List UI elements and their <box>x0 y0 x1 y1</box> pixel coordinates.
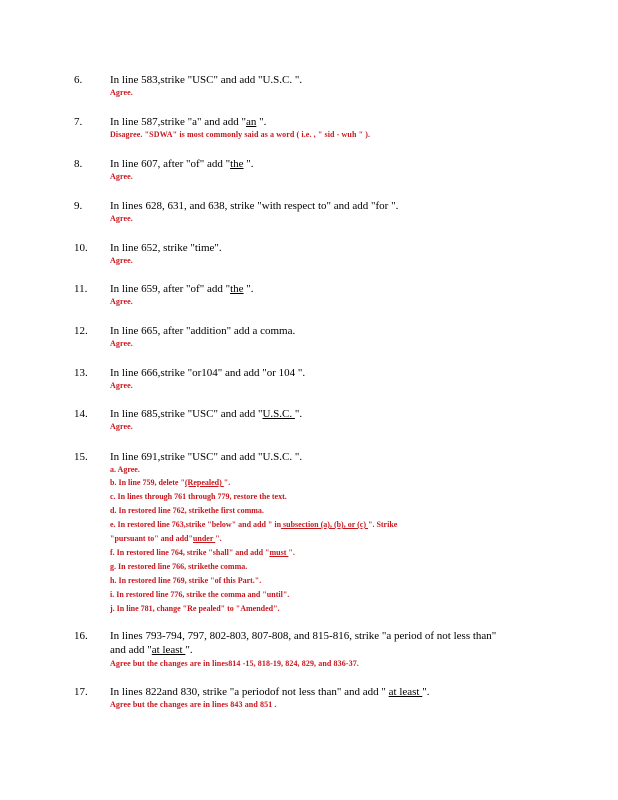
item-text: In line 607, after "of" add "the ". <box>110 158 254 170</box>
sub-response-f: f. In restored line 764, strike "shall" and add "must ". <box>110 548 295 557</box>
item-response: Agree. <box>110 422 133 431</box>
sub-response-g: g. In restored line 766, strikethe comma. <box>110 562 248 571</box>
item-number: 7. <box>74 116 83 128</box>
item-number: 8. <box>74 158 83 170</box>
sub-response-i: i. In restored line 776, strike the comma and "until". <box>110 590 290 599</box>
item-number: 11. <box>74 283 88 295</box>
item-text: In line 652, strike "time". <box>110 242 222 254</box>
item-response: Agree. <box>110 88 133 97</box>
item-number: 6. <box>74 74 83 86</box>
item-text-line2: and add "at least ". <box>110 644 193 656</box>
item-text: In lines 628, 631, and 638, strike "with respect to" and add "for ". <box>110 200 399 212</box>
item-response: Agree. <box>110 214 133 223</box>
underlined-text: the <box>230 283 244 295</box>
sub-response-a: a. Agree. <box>110 465 140 474</box>
item-response: Agree. <box>110 339 133 348</box>
underlined-text: at least <box>151 644 186 656</box>
underlined-text: the <box>230 158 244 170</box>
item-text: In line 659, after "of" add "the ". <box>110 283 254 295</box>
item-number: 14. <box>74 408 88 420</box>
underlined-text: an <box>245 116 257 128</box>
item-number: 16. <box>74 630 88 642</box>
item-text: In line 587,strike "a" and add "an ". <box>110 116 267 128</box>
sub-response-e-cont: "pursuant to" and add"under ". <box>110 534 222 543</box>
item-response: Agree. <box>110 172 133 181</box>
item-number: 12. <box>74 325 88 337</box>
item-response: Agree. <box>110 256 133 265</box>
item-text: In line 666,strike "or104" and add "or 104 ". <box>110 367 306 379</box>
item-response: Agree. <box>110 297 133 306</box>
item-number: 9. <box>74 200 83 212</box>
underlined-text: at least <box>388 686 423 698</box>
item-text: In lines 822and 830, strike "a periodof not less than" and add " at least ". <box>110 686 430 698</box>
item-text: In lines 793-794, 797, 802-803, 807-808, and 815-816, strike "a period of not less than" <box>110 630 497 642</box>
item-response: Agree but the changes are in lines 843 and 851 . <box>110 700 277 709</box>
item-text: In line 583,strike "USC" and add "U.S.C. ". <box>110 74 303 86</box>
sub-response-j: j. In line 781, change "Re pealed" to "Amended". <box>110 604 280 613</box>
item-number: 15. <box>74 451 88 463</box>
item-number: 13. <box>74 367 88 379</box>
sub-response-b: b. In line 759, delete "(Repealed) ". <box>110 478 231 487</box>
item-text: In line 665, after "addition" add a comma. <box>110 325 296 337</box>
item-response: Agree. <box>110 381 133 390</box>
item-response: Disagree. "SDWA" is most commonly said as a word ( i.e. , " sid - wuh " ). <box>110 130 371 139</box>
sub-response-e: e. In restored line 763,strike "below" and add " in subsection (a), (b), or (c) ". Strike <box>110 520 398 529</box>
sub-response-d: d. In restored line 762, strikethe first comma. <box>110 506 264 515</box>
underlined-text: U.S.C. <box>262 408 295 420</box>
item-text: In line 691,strike "USC" and add "U.S.C. ". <box>110 451 303 463</box>
item-number: 10. <box>74 242 88 254</box>
item-number: 17. <box>74 686 88 698</box>
sub-response-h: h. In restored line 769, strike "of this Part.". <box>110 576 262 585</box>
sub-response-c: c. In lines through 761 through 779, restore the text. <box>110 492 287 501</box>
item-text: In line 685,strike "USC" and add "U.S.C. ". <box>110 408 303 420</box>
item-response: Agree but the changes are in lines814 -15, 818-19, 824, 829, and 836-37. <box>110 659 359 668</box>
